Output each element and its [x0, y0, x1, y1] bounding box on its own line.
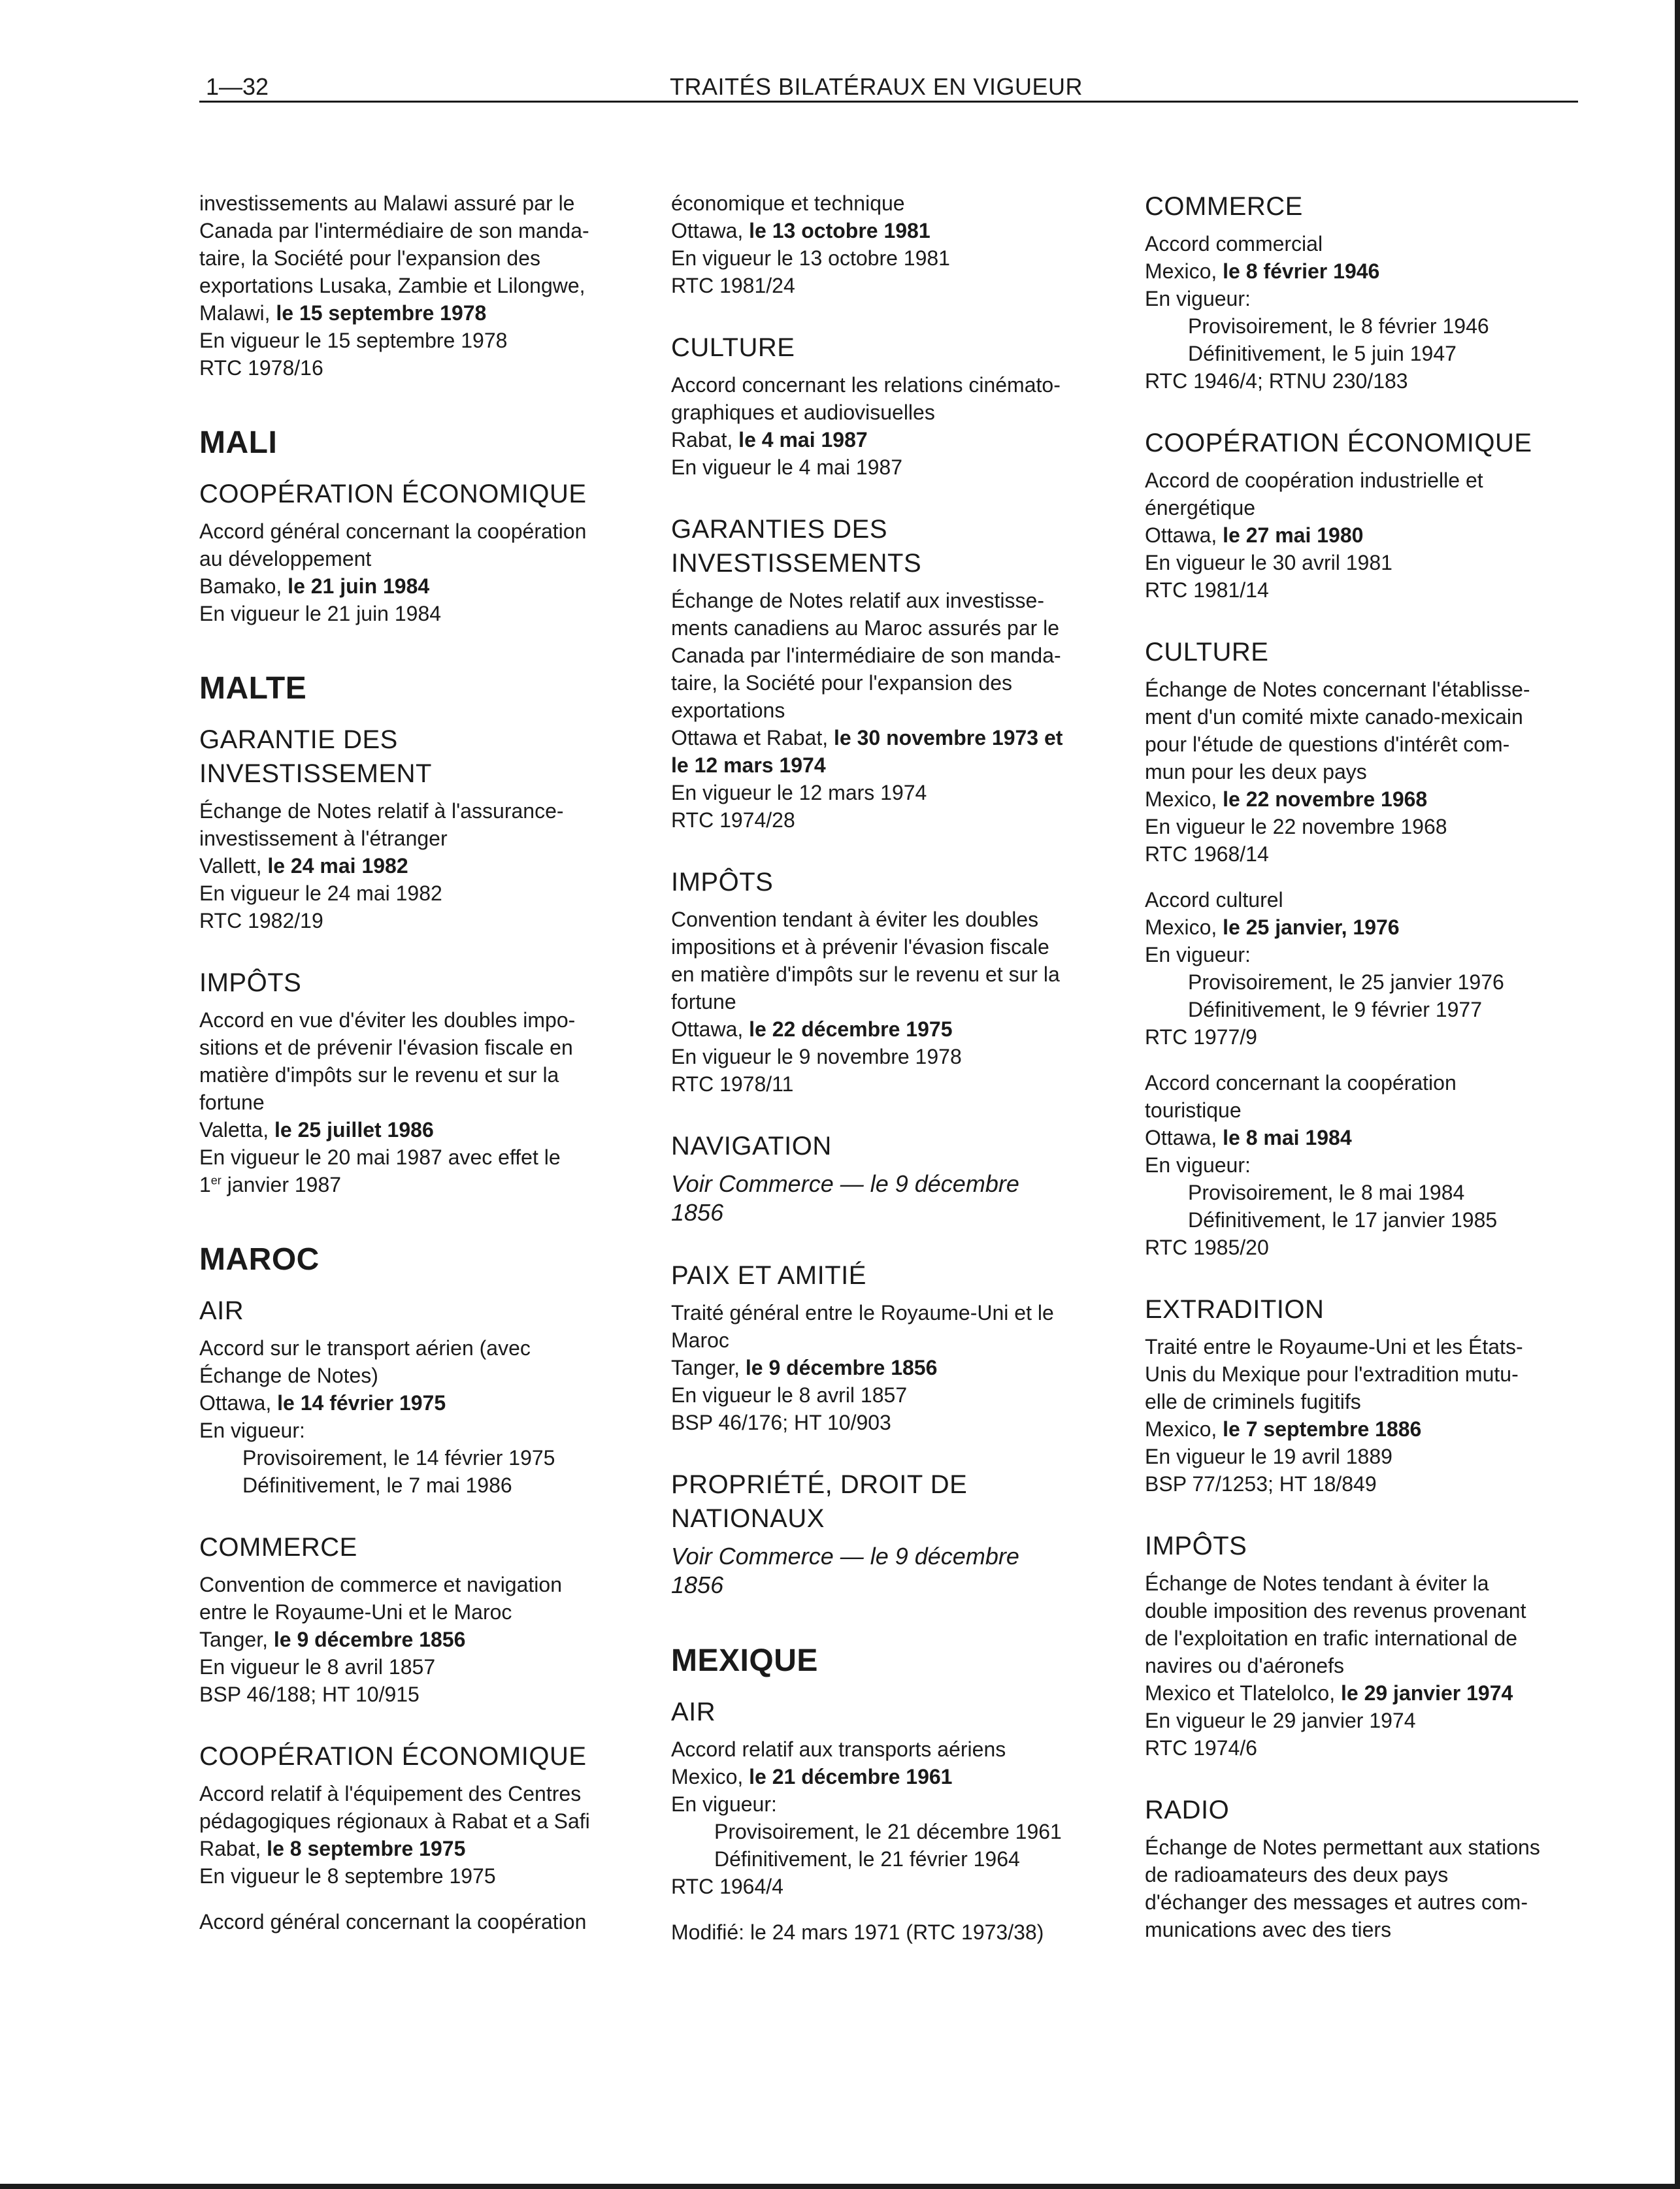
- entry-line: au développement: [199, 547, 372, 570]
- entry-line: En vigueur le 20 mai 1987 avec effet le: [199, 1145, 561, 1169]
- entry-date-line: [1145, 521, 1596, 549]
- entry-line: En vigueur le 8 avril 1857: [199, 1655, 436, 1679]
- entry-line: en matière d'impôts sur le revenu et sur la: [671, 963, 1060, 986]
- section-heading: IMPÔTS: [199, 968, 302, 997]
- entry-line-indented: Provisoirement, le 14 février 1975: [242, 1446, 555, 1470]
- entry-line: Accord en vue d'éviter les doubles impo-: [199, 1008, 576, 1032]
- cross-reference: Voir Commerce — le 9 décembre: [671, 1170, 1019, 1197]
- section-heading: CULTURE: [1145, 638, 1269, 667]
- entry-reference: RTC 1946/4; RTNU 230/183: [1145, 369, 1408, 393]
- signing-date: le 7 septembre 1886: [1223, 1417, 1422, 1441]
- entry-line: En vigueur le 4 mai 1987: [671, 455, 902, 479]
- spacer: [199, 1890, 631, 1908]
- entry-line: taire, la Société pour l'expansion des: [671, 671, 1012, 695]
- running-title: TRAITÉS BILATÉRAUX EN VIGUEUR: [670, 73, 1083, 100]
- place: Bamako,: [199, 574, 288, 598]
- signing-date: le 25 janvier, 1976: [1223, 915, 1400, 939]
- scan-edge-bottom: [0, 2184, 1680, 2189]
- entry-line-indented: Définitivement, le 7 mai 1986: [242, 1473, 512, 1497]
- entry-line: En vigueur le 13 octobre 1981: [671, 246, 950, 270]
- place: Valetta,: [199, 1118, 275, 1142]
- entry-line: En vigueur le 21 juin 1984: [199, 602, 442, 625]
- signing-date: le 30 novembre 1973 et: [834, 726, 1063, 749]
- section-heading-line: PROPRIÉTÉ, DROIT DE: [671, 1470, 968, 1499]
- entry-line: sitions et de prévenir l'évasion fiscale en: [199, 1036, 573, 1059]
- entry-line: Échange de Notes permettant aux stations: [1145, 1835, 1540, 1859]
- entry-line-indented: Définitivement, le 17 janvier 1985: [1188, 1208, 1498, 1232]
- entry-reference: RTC 1974/6: [1145, 1736, 1257, 1760]
- section-heading: [671, 1468, 1122, 1536]
- entry-line: Convention de commerce et navigation: [199, 1573, 562, 1596]
- entry-line: Accord relatif à l'équipement des Centres: [199, 1782, 582, 1805]
- entry-date-line: [1145, 913, 1596, 941]
- place: Mexico,: [1145, 1417, 1223, 1441]
- entry-line: Accord de coopération industrielle et: [1145, 469, 1483, 492]
- entry-date-line: [1145, 1679, 1596, 1707]
- entry-date-line: [199, 852, 631, 880]
- section-heading-line: NATIONAUX: [671, 1504, 825, 1533]
- section-heading: NAVIGATION: [671, 1132, 832, 1160]
- place: Mexico,: [1145, 915, 1223, 939]
- signing-date: le 15 septembre 1978: [276, 301, 487, 325]
- signing-date: le 8 septembre 1975: [267, 1837, 466, 1860]
- entry-reference: RTC 1982/19: [199, 909, 323, 932]
- section-heading: IMPÔTS: [1145, 1532, 1247, 1560]
- entry-reference: RTC 1974/28: [671, 808, 795, 832]
- entry-line: En vigueur le 24 mai 1982: [199, 881, 442, 905]
- entry-line: Accord relatif aux transports aériens: [671, 1737, 1006, 1761]
- place: Ottawa et Rabat,: [671, 726, 834, 749]
- entry-line: ment d'un comité mixte canado-mexicain: [1145, 705, 1523, 729]
- signing-date: le 8 février 1946: [1223, 259, 1380, 283]
- section-heading: AIR: [199, 1296, 244, 1325]
- entry-line-indented: Provisoirement, le 21 décembre 1961: [714, 1820, 1062, 1843]
- entry-line: En vigueur le 19 avril 1889: [1145, 1445, 1392, 1468]
- spacer: [1145, 868, 1596, 886]
- section-heading: RADIO: [1145, 1796, 1230, 1824]
- entry-line-indented: Provisoirement, le 25 janvier 1976: [1188, 970, 1504, 994]
- entry-line: Accord sur le transport aérien (avec: [199, 1336, 531, 1360]
- entry-line: navires ou d'aéronefs: [1145, 1654, 1344, 1677]
- entry-line: graphiques et audiovisuelles: [671, 401, 935, 424]
- entry-date-line: [671, 724, 1122, 751]
- entry-line: Échange de Notes): [199, 1364, 378, 1387]
- entry-line: Échange de Notes concernant l'établisse-: [1145, 678, 1530, 701]
- cross-reference: 1856: [671, 1199, 724, 1226]
- entry-line: impositions et à prévenir l'évasion fiscale: [671, 935, 1049, 959]
- place: Ottawa,: [671, 219, 749, 242]
- entry-line: Unis du Mexique pour l'extradition mutu-: [1145, 1362, 1519, 1386]
- entry-line: En vigueur le 8 septembre 1975: [199, 1864, 496, 1888]
- entry-line: Échange de Notes tendant à éviter la: [1145, 1572, 1489, 1595]
- entry-line: Accord général concernant la coopération: [199, 519, 587, 543]
- entry-line: En vigueur:: [1145, 1153, 1251, 1177]
- place: Rabat,: [671, 428, 739, 452]
- entry-line-indented: Définitivement, le 21 février 1964: [714, 1847, 1020, 1871]
- country-heading-malte: MALTE: [199, 671, 307, 706]
- section-heading-line: INVESTISSEMENTS: [671, 549, 922, 578]
- entry-date-line: [671, 1354, 1122, 1381]
- entry-line: exportations Lusaka, Zambie et Lilongwe,: [199, 274, 585, 297]
- signing-date: le 27 mai 1980: [1223, 523, 1364, 547]
- entry-line: investissements au Malawi assuré par le: [199, 191, 575, 215]
- signing-date: le 8 mai 1984: [1223, 1126, 1352, 1149]
- entry-line: entre le Royaume-Uni et le Maroc: [199, 1600, 512, 1624]
- section-heading-line: INVESTISSEMENT: [199, 759, 432, 788]
- column-1: [199, 189, 631, 1935]
- header-rule: [199, 101, 1578, 103]
- country-heading-maroc: MAROC: [199, 1242, 320, 1277]
- cross-reference: 1856: [671, 1572, 724, 1598]
- entry-line-indented: Définitivement, le 9 février 1977: [1188, 998, 1482, 1021]
- section-heading: PAIX ET AMITIÉ: [671, 1261, 866, 1290]
- entry-reference: BSP 46/188; HT 10/915: [199, 1683, 420, 1706]
- entry-line-indented: Définitivement, le 5 juin 1947: [1188, 342, 1457, 365]
- entry-line: Modifié: le 24 mars 1971 (RTC 1973/38): [671, 1920, 1044, 1944]
- section-heading: CULTURE: [671, 333, 795, 362]
- entry-line: Accord commercial: [1145, 232, 1323, 255]
- page-header: [199, 71, 1578, 102]
- entry-reference: BSP 77/1253; HT 18/849: [1145, 1472, 1377, 1496]
- place: Mexico et Tlatelolco,: [1145, 1681, 1341, 1705]
- day-number: 1: [199, 1173, 211, 1196]
- entry-date-line: [671, 217, 1122, 244]
- entry-line-indented: Provisoirement, le 8 mai 1984: [1188, 1181, 1465, 1204]
- column-3: [1145, 189, 1596, 1943]
- entry-line: Canada par l'intermédiaire de son manda-: [671, 644, 1061, 667]
- country-heading-mexique: MEXIQUE: [671, 1643, 818, 1678]
- place: Tanger,: [671, 1356, 746, 1379]
- entry-reference: BSP 46/176; HT 10/903: [671, 1411, 891, 1434]
- place: Malawi,: [199, 301, 276, 325]
- page-number: 1—32: [206, 73, 269, 100]
- entry-line: de l'exploitation en trafic international de: [1145, 1626, 1518, 1650]
- entry-line: munications avec des tiers: [1145, 1918, 1392, 1941]
- entry-line: En vigueur:: [1145, 287, 1251, 310]
- entry-date-line: [671, 1763, 1122, 1790]
- entry-date-line: [199, 1116, 631, 1144]
- entry-reference: RTC 1981/14: [1145, 578, 1269, 602]
- entry-line: ments canadiens au Maroc assurés par le: [671, 616, 1060, 640]
- signing-date: le 14 février 1975: [277, 1391, 446, 1415]
- section-heading-line: GARANTIES DES: [671, 515, 888, 544]
- place: Tanger,: [199, 1628, 274, 1651]
- entry-line: En vigueur:: [1145, 943, 1251, 966]
- entry-line: [199, 1171, 631, 1198]
- entry-line: fortune: [671, 990, 736, 1013]
- entry-line: En vigueur le 12 mars 1974: [671, 781, 927, 804]
- entry-malawi-continuation: [199, 189, 631, 382]
- entry-reference: RTC 1968/14: [1145, 842, 1269, 866]
- entry-date-line: [199, 572, 631, 600]
- section-heading: [199, 723, 631, 791]
- signing-date: le 21 juin 1984: [288, 574, 430, 598]
- place: Ottawa,: [1145, 1126, 1223, 1149]
- entry-line: En vigueur:: [199, 1419, 305, 1442]
- section-heading: COMMERCE: [199, 1533, 357, 1562]
- entry-line: En vigueur le 8 avril 1857: [671, 1383, 908, 1407]
- entry-line: Convention tendant à éviter les doubles: [671, 908, 1039, 931]
- entry-line: taire, la Société pour l'expansion des: [199, 246, 540, 270]
- entry-line: Traité entre le Royaume-Uni et les États-: [1145, 1335, 1523, 1358]
- entry-date-line: [199, 1626, 631, 1653]
- place: Rabat,: [199, 1837, 267, 1860]
- entry-line: exportations: [671, 699, 785, 722]
- entry-reference: RTC 1977/9: [1145, 1025, 1257, 1049]
- entry-line: En vigueur le 30 avril 1981: [1145, 551, 1392, 574]
- spacer: [671, 1900, 1122, 1918]
- entry-line: d'échanger des messages et autres com-: [1145, 1890, 1528, 1914]
- signing-date: le 22 décembre 1975: [749, 1017, 953, 1041]
- entry-line: Traité général entre le Royaume-Uni et le: [671, 1301, 1054, 1325]
- place: Mexico,: [1145, 259, 1223, 283]
- entry-date-line: [1145, 1124, 1596, 1151]
- entry-line: Échange de Notes relatif aux investisse-: [671, 589, 1044, 612]
- entry-line: En vigueur le 22 novembre 1968: [1145, 815, 1447, 838]
- country-heading-mali: MALI: [199, 425, 278, 460]
- entry-line: Accord culturel: [1145, 888, 1283, 912]
- month-year: janvier 1987: [221, 1173, 342, 1196]
- section-heading: AIR: [671, 1698, 716, 1726]
- entry-date-line: [1145, 257, 1596, 285]
- entry-date-line: [1145, 1415, 1596, 1443]
- section-heading: COOPÉRATION ÉCONOMIQUE: [199, 1742, 587, 1771]
- entry-line: pédagogiques régionaux à Rabat et a Safi: [199, 1809, 590, 1833]
- entry-line: En vigueur le 9 novembre 1978: [671, 1045, 962, 1068]
- place: Mexico,: [1145, 787, 1223, 811]
- section-heading: EXTRADITION: [1145, 1295, 1325, 1324]
- place: Ottawa,: [671, 1017, 749, 1041]
- spacer: [1145, 1051, 1596, 1069]
- entry-line: elle de criminels fugitifs: [1145, 1390, 1361, 1413]
- entry-line: investissement à l'étranger: [199, 827, 448, 850]
- entry-reference: RTC 1978/16: [199, 356, 323, 380]
- place: Mexico,: [671, 1765, 749, 1788]
- entry-date-line: [1145, 785, 1596, 813]
- entry-line: Accord général concernant la coopération: [199, 1910, 587, 1934]
- entry-line: En vigueur le 15 septembre 1978: [199, 329, 508, 352]
- section-heading: [671, 512, 1122, 580]
- place: Ottawa,: [1145, 523, 1223, 547]
- signing-date: le 22 novembre 1968: [1223, 787, 1428, 811]
- section-heading-line: GARANTIE DES: [199, 725, 398, 754]
- entry-date-line: [199, 299, 631, 327]
- entry-line: matière d'impôts sur le revenu et sur la: [199, 1063, 559, 1087]
- entry-line: touristique: [1145, 1098, 1242, 1122]
- entry-line: mun pour les deux pays: [1145, 760, 1367, 783]
- entry-reference: RTC 1985/20: [1145, 1236, 1269, 1259]
- place: Vallett,: [199, 854, 268, 878]
- entry-line-indented: Provisoirement, le 8 février 1946: [1188, 314, 1489, 338]
- signing-date: le 9 décembre 1856: [273, 1628, 466, 1651]
- entry-line: Maroc: [671, 1328, 729, 1352]
- entry-reference: RTC 1978/11: [671, 1072, 794, 1096]
- signing-date: le 29 janvier 1974: [1340, 1681, 1513, 1705]
- cross-reference: Voir Commerce — le 9 décembre: [671, 1543, 1019, 1570]
- entry-line: Échange de Notes relatif à l'assurance-: [199, 799, 564, 823]
- entry-line: énergétique: [1145, 496, 1256, 519]
- signing-date: le 25 juillet 1986: [274, 1118, 434, 1142]
- signing-date: le 21 décembre 1961: [749, 1765, 953, 1788]
- signing-date: le 24 mai 1982: [267, 854, 408, 878]
- entry-date-line: [671, 1015, 1122, 1043]
- entry-reference: RTC 1981/24: [671, 274, 795, 297]
- column-2: [671, 189, 1122, 1946]
- section-heading: COOPÉRATION ÉCONOMIQUE: [1145, 429, 1532, 457]
- entry-line: pour l'étude de questions d'intérêt com-: [1145, 732, 1510, 756]
- entry-date-line: [671, 426, 1122, 453]
- signing-date: le 4 mai 1987: [738, 428, 868, 452]
- entry-line: de radioamateurs des deux pays: [1145, 1863, 1449, 1886]
- entry-line: économique et technique: [671, 191, 905, 215]
- entry-line: En vigueur le 29 janvier 1974: [1145, 1709, 1416, 1732]
- entry-line: Accord concernant les relations cinémato-: [671, 373, 1061, 397]
- signing-date: le 13 octobre 1981: [749, 219, 931, 242]
- signing-date: le 12 mars 1974: [671, 753, 826, 777]
- signing-date: le 9 décembre 1856: [745, 1356, 938, 1379]
- entry-date-line: [199, 1835, 631, 1862]
- section-heading: COMMERCE: [1145, 192, 1303, 221]
- entry-line: Canada par l'intermédiaire de son manda-: [199, 219, 589, 242]
- scan-edge-right: [1675, 0, 1680, 2189]
- entry-line: En vigueur:: [671, 1792, 777, 1816]
- ordinal-suffix: er: [210, 1174, 222, 1187]
- entry-line: fortune: [199, 1091, 265, 1114]
- entry-line: Accord concernant la coopération: [1145, 1071, 1457, 1094]
- place: Ottawa,: [199, 1391, 278, 1415]
- entry-line: double imposition des revenus provenant: [1145, 1599, 1526, 1622]
- entry-date-line: [199, 1389, 631, 1417]
- entry-reference: RTC 1964/4: [671, 1875, 783, 1898]
- section-heading: COOPÉRATION ÉCONOMIQUE: [199, 480, 587, 508]
- section-heading: IMPÔTS: [671, 868, 774, 897]
